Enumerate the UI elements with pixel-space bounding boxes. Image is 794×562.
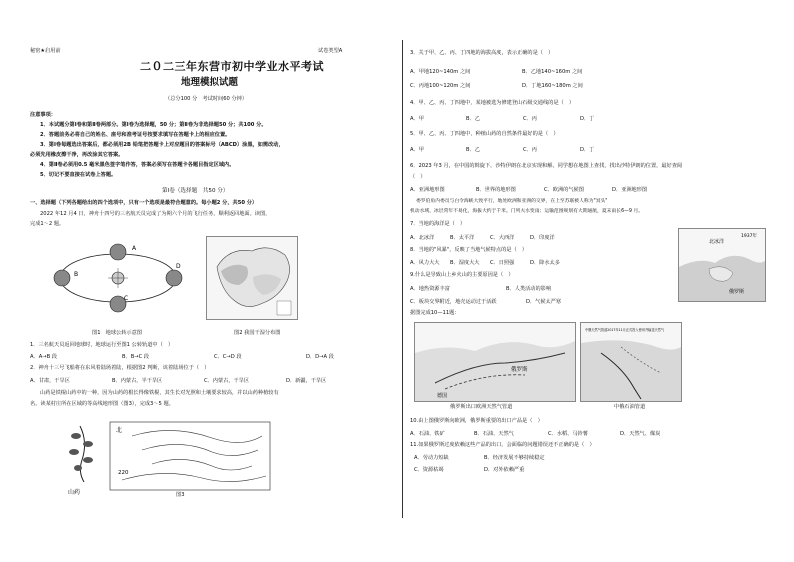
orbit-label-a: A xyxy=(132,245,137,252)
q5-option-c[interactable]: C．丙 xyxy=(523,147,537,153)
q5-option-d[interactable]: D．丁 xyxy=(580,147,595,153)
q3-option-b[interactable]: B．乙地140~160m 之间 xyxy=(522,69,583,75)
question-8: 8．当地的"风暴"，反映了当地气候特点的是（ ） xyxy=(410,247,528,253)
question-11: 11.如果俄罗斯过度依赖这些产品的出口，会面临的问题错误还不正确的是（ ） xyxy=(410,442,595,448)
exam-title: 二０二三年东营市初中学业水平考试 xyxy=(140,60,324,73)
q8-option-d[interactable]: D．降水太多 xyxy=(530,260,560,266)
q9-option-d[interactable]: D．气候太严寒 xyxy=(526,299,562,305)
orbit-label-d: D xyxy=(176,263,181,270)
question-9: 9.什么是导致山上乡火山的主要原因是（ ） xyxy=(410,272,514,278)
q4-option-b[interactable]: B．乙 xyxy=(466,116,480,122)
figure-caption: 中俄石油管道 xyxy=(614,404,646,410)
q8-option-c[interactable]: C．日照强 xyxy=(490,260,515,266)
notice-item: 5．切记不要直接在试卷上答题。 xyxy=(40,172,117,178)
map-label: 俄罗斯 xyxy=(511,367,528,373)
q2-option-a[interactable]: A．甘肃，干旱区 xyxy=(30,378,70,384)
q2-option-d[interactable]: D．新疆，干旱区 xyxy=(286,378,327,384)
question-stem: 2022 年12 月4 日，神舟十四号的三名航天员完成了为期六个月的飞行任务，顺利返回地面。读图， xyxy=(40,211,271,217)
contour-map-figure xyxy=(62,416,272,496)
question-1: 1．三名航天员返回地球时，地球运行至图1 公转轨道中（ ） xyxy=(30,342,174,348)
q1-option-a[interactable]: A．A→B 段 xyxy=(30,354,58,360)
map-label: 北冰洋 xyxy=(709,239,725,245)
section-intro: 一、选择题（下列各题给出的四个选项中，只有一个选项是最符合题意的。每小题2 分，共50 分） xyxy=(30,200,258,206)
q7-option-b[interactable]: B．太平洋 xyxy=(450,235,475,241)
section-title: 第Ⅰ卷（选择题 共50 分） xyxy=(162,188,229,194)
map-label: 俄罗斯 xyxy=(729,289,745,295)
question-7: 7．当地的海洋是（ ） xyxy=(410,221,466,227)
q2-option-c[interactable]: C．内蒙古，干旱区 xyxy=(204,378,250,384)
q7-option-d[interactable]: D．印度洋 xyxy=(530,235,555,241)
q9-option-a[interactable]: A．地热资源丰富 xyxy=(410,286,450,292)
q11-option-a[interactable]: A．劳动力短缺 xyxy=(414,455,449,461)
north-label: 北 xyxy=(116,427,123,434)
q11-option-d[interactable]: D．对外依赖严重 xyxy=(484,467,525,473)
yam-plant-icon xyxy=(69,426,93,482)
q7-option-a[interactable]: A．北冰洋 xyxy=(410,235,435,241)
q10-option-b[interactable]: B．石油、天然气 xyxy=(474,431,514,437)
q7-option-c[interactable]: C．大西洋 xyxy=(490,235,515,241)
notice-item: 4．第Ⅱ卷必须用0.5 毫米黑色签字笔作答，答案必须写在答题卡各题目指定区域内。 xyxy=(40,162,235,168)
china-dryness-map xyxy=(206,236,298,320)
q10-option-c[interactable]: C．水稻、马铃薯 xyxy=(548,431,588,437)
notice-item: 2．答题前务必将自己的姓名、座号和准考证号按要求填写在答题卡上的相应位置。 xyxy=(40,132,231,138)
q9-option-c[interactable]: C．板块交界附近，地壳运动过于活跃 xyxy=(410,299,497,305)
arctic-map xyxy=(678,228,766,302)
question-stem: 山药是铁棍山药中的一种，因为山药的根长得像铁棍，其生长对光照和土壤要求较高，并以山药种植较有 xyxy=(40,390,279,396)
q5-option-b[interactable]: B．乙 xyxy=(466,147,480,153)
question-5: 5．甲、乙、丙、丁四地中，种植山药的自然条件最好的是（ ） xyxy=(410,131,559,137)
paper-type-label: 试卷类型A xyxy=(318,48,343,54)
figure-caption: 图3 xyxy=(176,492,185,498)
question-6-bracket: （ ） xyxy=(410,174,426,180)
column-divider xyxy=(402,40,403,518)
question-4: 4．甲、乙、丙、丁四地中，某地被选为修建登山石级交通线的是（ ） xyxy=(410,100,575,106)
plant-label: 山药 xyxy=(68,489,81,496)
q2-option-b[interactable]: B．内蒙古，半干旱区 xyxy=(112,378,163,384)
q8-option-b[interactable]: B．湿度大大 xyxy=(450,260,480,266)
exam-subtitle: 地理模拟试题 xyxy=(181,77,239,88)
question-stem: 名。读某村庄所在区域的等高线地形图（图3），完成3～5 题。 xyxy=(30,401,174,407)
russia-gas-pipeline-map xyxy=(414,322,576,402)
q8-option-a[interactable]: A．风力大大 xyxy=(410,260,440,266)
question-stem: 完成1～2 题。 xyxy=(30,221,65,227)
map-label: 德国 xyxy=(437,393,448,399)
orbit-label-b: B xyxy=(74,271,79,278)
question-stem: 据图完成10—11题： xyxy=(410,310,460,316)
figure-caption: 图2 我国干湿分布图 xyxy=(234,330,281,336)
question-3: 3．关于甲、乙、丙、丁四地的海拔高度，表示正确的是（ ） xyxy=(410,50,554,56)
q4-option-c[interactable]: C．丙 xyxy=(523,116,537,122)
q6-option-b[interactable]: B．世界的地形图 xyxy=(476,187,516,193)
q6-option-a[interactable]: A．亚洲地形图 xyxy=(410,187,445,193)
q10-option-a[interactable]: A．石油、铁矿 xyxy=(410,431,445,437)
notice-head: 注意事项： xyxy=(30,112,56,118)
q4-option-d[interactable]: D．丁 xyxy=(580,116,595,122)
exam-info: （总分100 分 考试时间60 分钟） xyxy=(165,96,248,102)
q6-option-c[interactable]: C．欧洲的气候图 xyxy=(544,187,584,193)
question-6: 6．2023 年3 月，在中国的斡旋下，沙特伊朗在北京实现和解，同学想在地图上查找，找出沙特伊朗的位置，最好查阅 xyxy=(410,163,683,169)
q5-option-a[interactable]: A．甲 xyxy=(410,147,424,153)
q3-option-c[interactable]: C．丙地100~120m 之间 xyxy=(410,83,471,89)
q1-option-b[interactable]: B．B→C 段 xyxy=(122,354,150,360)
china-russia-oil-map xyxy=(580,322,682,402)
q3-option-d[interactable]: D．丁地160~180m 之间 xyxy=(522,83,583,89)
orbit-label-c: C xyxy=(124,295,129,302)
question-10: 10.由上图俄罗斯向欧洲，俄罗斯重要的出口产品是（ ） xyxy=(410,418,543,424)
figure-caption: 图1 地球公转示意图 xyxy=(92,330,142,336)
figure-caption: 俄罗斯出口欧洲天然气管道 xyxy=(450,404,513,410)
q4-option-a[interactable]: A．甲 xyxy=(410,116,424,122)
question-stem: 委罗伯角内委员与白令海峡大致平行，地处欧洲和亚洲的交界，在上至苏联被人称为"冥头" xyxy=(416,199,608,204)
q11-option-c[interactable]: C．资源枯竭 xyxy=(414,467,444,473)
confidential-label: 秘密★启用前 xyxy=(30,48,61,54)
q6-option-d[interactable]: D．亚洲地形图 xyxy=(612,187,648,193)
q3-option-a[interactable]: A．甲地120~140m 之间 xyxy=(410,69,471,75)
q9-option-b[interactable]: B．人类活动的影响 xyxy=(506,286,552,292)
notice-item: 3．第Ⅰ卷每题选出答案后，都必须用2B 铅笔把答题卡上对应题目的答案标号（ABCD）涂黑，如需改动， xyxy=(40,142,284,148)
question-stem: 机动水域，冰层常年不易化，海拔大约于千米。门列夫水变雨；运输范围规划有大期通航，夏末雨长6—9 月。 xyxy=(410,209,644,214)
contour-value: 220 xyxy=(118,470,129,476)
earth-orbit-figure xyxy=(48,232,188,324)
q11-option-b[interactable]: B．经济发展不够持续稳定 xyxy=(484,455,545,461)
question-2: 2．神舟十三号飞船将在东风着陆场着陆，根据图2 判断，该着陆场位于（ ） xyxy=(30,365,210,371)
notice-item: 必须先用橡皮擦干净，再改涂其它答案。 xyxy=(30,152,124,158)
notice-item: 1．本试题分第Ⅰ卷和第Ⅱ卷两部分。第Ⅰ卷为选择题，50 分；第Ⅱ卷为非选择题50 分；共100 分。 xyxy=(40,122,267,128)
q1-option-d[interactable]: D．D→A 段 xyxy=(306,354,334,360)
q10-option-d[interactable]: D．天然气、煤炭 xyxy=(620,431,661,437)
q1-option-c[interactable]: C．C→D 段 xyxy=(214,354,242,360)
map-label: 1937年 xyxy=(741,234,757,239)
map-title: 中俄天然气管道2017年11月正式投入使用并输送天然气 xyxy=(585,328,665,332)
